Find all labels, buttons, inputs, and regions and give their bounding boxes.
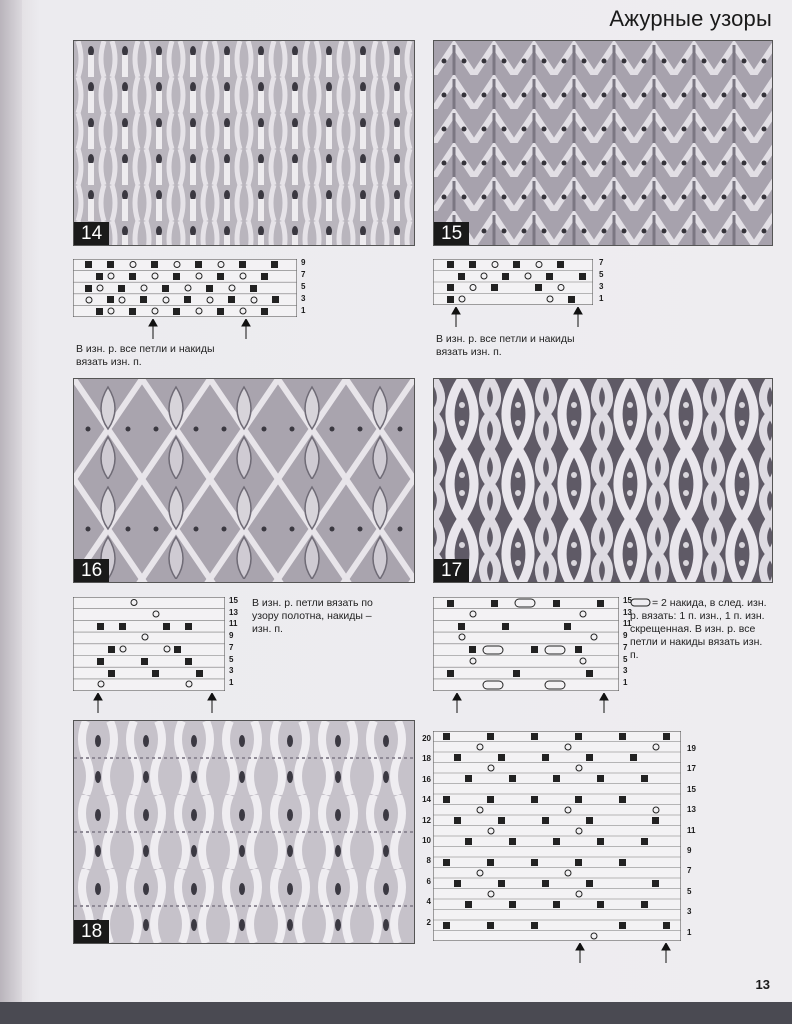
pattern-number-17: 17 [434,559,469,582]
chart-grid-14 [73,259,297,317]
repeat-arrow-left [451,307,461,327]
row-numbers-18-right: 19 17 15 13 11 9 7 5 3 1 [687,744,696,937]
chart-grid-17 [433,597,619,691]
pattern-chart-16 [73,596,238,696]
bottom-edge [0,1002,792,1024]
pattern-photo-17 [433,378,773,583]
knit-texture-14 [74,41,414,245]
repeat-arrow-right [599,693,609,713]
row-numbers-18-left: 20 18 16 14 12 10 8 6 4 2 [422,734,431,927]
chart-grid-16 [73,597,225,691]
repeat-arrow-right [241,319,251,339]
repeat-arrow-right [207,693,217,713]
chart-grid-15 [433,259,593,305]
row-numbers-14: 9 7 5 3 1 [301,258,306,315]
note-15: В изн. р. все петли и накиды вязать изн. п. [436,333,575,358]
knit-texture-18 [74,721,414,943]
pattern-photo-15 [433,40,773,246]
repeat-arrow-left [148,319,158,339]
repeat-arrow-left [93,693,103,713]
double-yarn-over-symbol [630,598,652,608]
repeat-arrow-right [573,307,583,327]
row-numbers-17: 15 13 11 9 7 5 3 1 [623,596,632,687]
knit-texture-16 [74,379,414,582]
note-14: В изн. р. все петли и накиды вязать изн. п. [76,343,215,368]
row-numbers-16: 15 13 11 9 7 5 3 1 [229,596,238,687]
page-number: 13 [755,977,770,992]
pattern-number-15: 15 [434,222,469,245]
note-17-text: = 2 накида, в след. изн. р. вязать: 1 п. изн., 1 п. изн. скрещенная. В изн. р. все петли и накиды вязать изн. п. [630,597,767,661]
chart-grid-18 [433,731,681,941]
pattern-photo-14 [73,40,415,246]
pattern-photo-16 [73,378,415,583]
knit-texture-17 [434,379,772,582]
pattern-chart-14 [73,258,306,322]
pattern-photo-18 [73,720,415,944]
pattern-chart-15 [433,258,604,310]
repeat-arrow-left [575,943,585,963]
repeat-arrow-left [452,693,462,713]
book-spine [0,0,22,1024]
knit-texture-15 [434,41,772,245]
note-17 [630,597,770,662]
pattern-chart-17 [433,596,632,696]
pattern-number-16: 16 [74,559,109,582]
pattern-number-18: 18 [74,920,109,943]
note-16: В изн. р. петли вязать по узору полотна, накиды – изн. п. [252,597,373,635]
repeat-arrow-right [661,943,671,963]
pattern-number-14: 14 [74,222,109,245]
page-title: Ажурные узоры [609,6,772,31]
pattern-chart-18 [422,731,696,946]
row-numbers-15: 7 5 3 1 [599,258,604,303]
